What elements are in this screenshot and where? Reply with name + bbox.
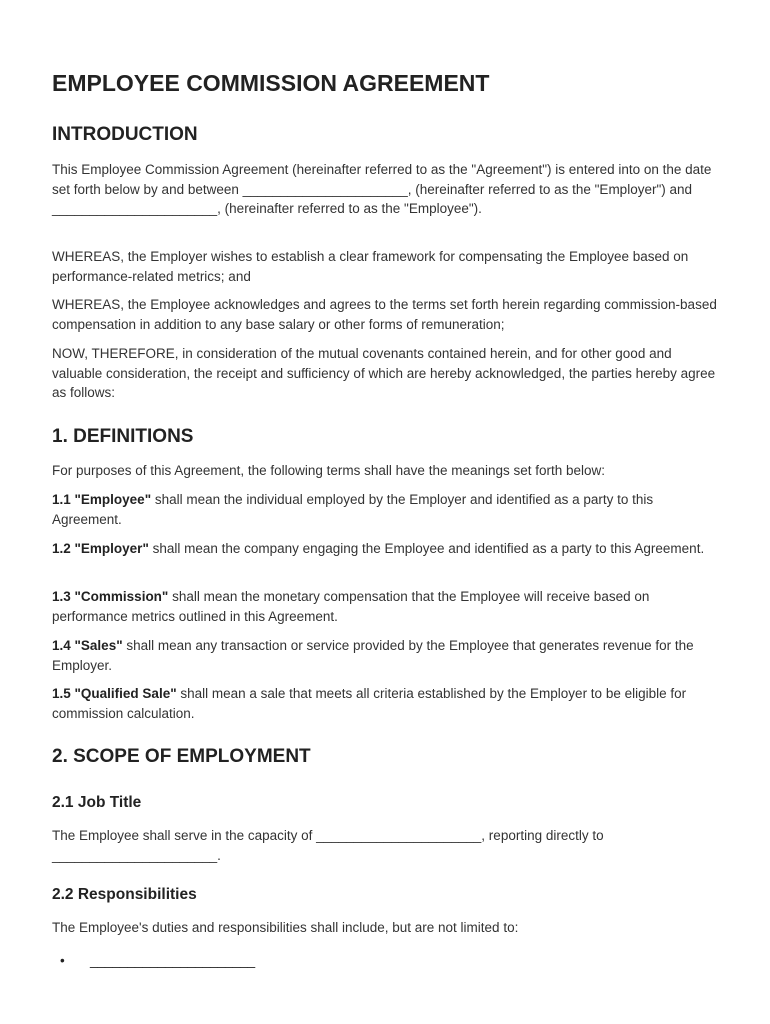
definition-item-employer <box>52 539 724 559</box>
intro-paragraph-4: NOW, THEREFORE, in consideration of the mutual covenants contained herein, and for other good and valuable consideration, the receipt and sufficiency of which are hereby acknowledged, the parties hereby agree as follows: <box>52 346 716 400</box>
definition-term: 1.5 "Qualified Sale" <box>52 686 177 701</box>
definition-term: 1.2 "Employer" <box>52 541 149 556</box>
intro-paragraph-3: WHEREAS, the Employee acknowledges and agrees to the terms set forth herein regarding commission-based compensation in addition to any base salary or other forms of remuneration; <box>52 297 717 332</box>
definition-term: 1.1 "Employee" <box>52 492 152 507</box>
definition-term: 1.3 "Commission" <box>52 589 169 604</box>
introduction-heading: INTRODUCTION <box>52 124 198 145</box>
bullet-icon: • <box>60 953 65 968</box>
intro-paragraph-1: This Employee Commission Agreement (hereinafter referred to as the "Agreement") is entered into on the date set forth below by and between ______________________, (hereinafter referred to as the "Employer") and ______________________, (hereinafter referred to as the "Employee"). <box>52 162 712 216</box>
job-title-heading: 2.1 Job Title <box>52 794 142 811</box>
definitions-intro: For purposes of this Agreement, the following terms shall have the meanings set forth below: <box>52 463 606 478</box>
definition-term: 1.4 "Sales" <box>52 638 123 653</box>
definition-text: shall mean the company engaging the Employee and identified as a party to this Agreement. <box>148 541 705 556</box>
definition-text: shall mean a sale that meets all criteria established by the Employer to be eligible for commission calculation. <box>52 686 687 721</box>
definition-text: shall mean any transaction or service provided by the Employee that generates revenue for the Employer. <box>52 638 694 673</box>
definition-text: shall mean the monetary compensation that the Employee will receive based on performance metrics outlined in this Agreement. <box>52 589 650 624</box>
definition-item-commission <box>52 587 724 626</box>
responsibilities-heading: 2.2 Responsibilities <box>52 886 197 903</box>
intro-paragraph-2: WHEREAS, the Employer wishes to establish a clear framework for compensating the Employee based on performance-related metrics; and <box>52 249 689 284</box>
definition-item-sales <box>52 636 724 675</box>
definition-text: shall mean the individual employed by the Employer and identified as a party to this Agreement. <box>52 492 654 527</box>
list-item <box>60 951 255 971</box>
list-item-text: ______________________ <box>90 953 256 968</box>
definitions-heading: 1. DEFINITIONS <box>52 426 194 447</box>
document-title: EMPLOYEE COMMISSION AGREEMENT <box>52 70 490 96</box>
scope-heading: 2. SCOPE OF EMPLOYMENT <box>52 746 311 767</box>
definition-item-employee <box>52 490 724 529</box>
responsibilities-intro: The Employee's duties and responsibilities shall include, but are not limited to: <box>52 920 519 935</box>
definition-item-qualified-sale <box>52 684 724 723</box>
job-title-paragraph: The Employee shall serve in the capacity of ______________________, reporting directly to ______________________. <box>52 828 604 863</box>
